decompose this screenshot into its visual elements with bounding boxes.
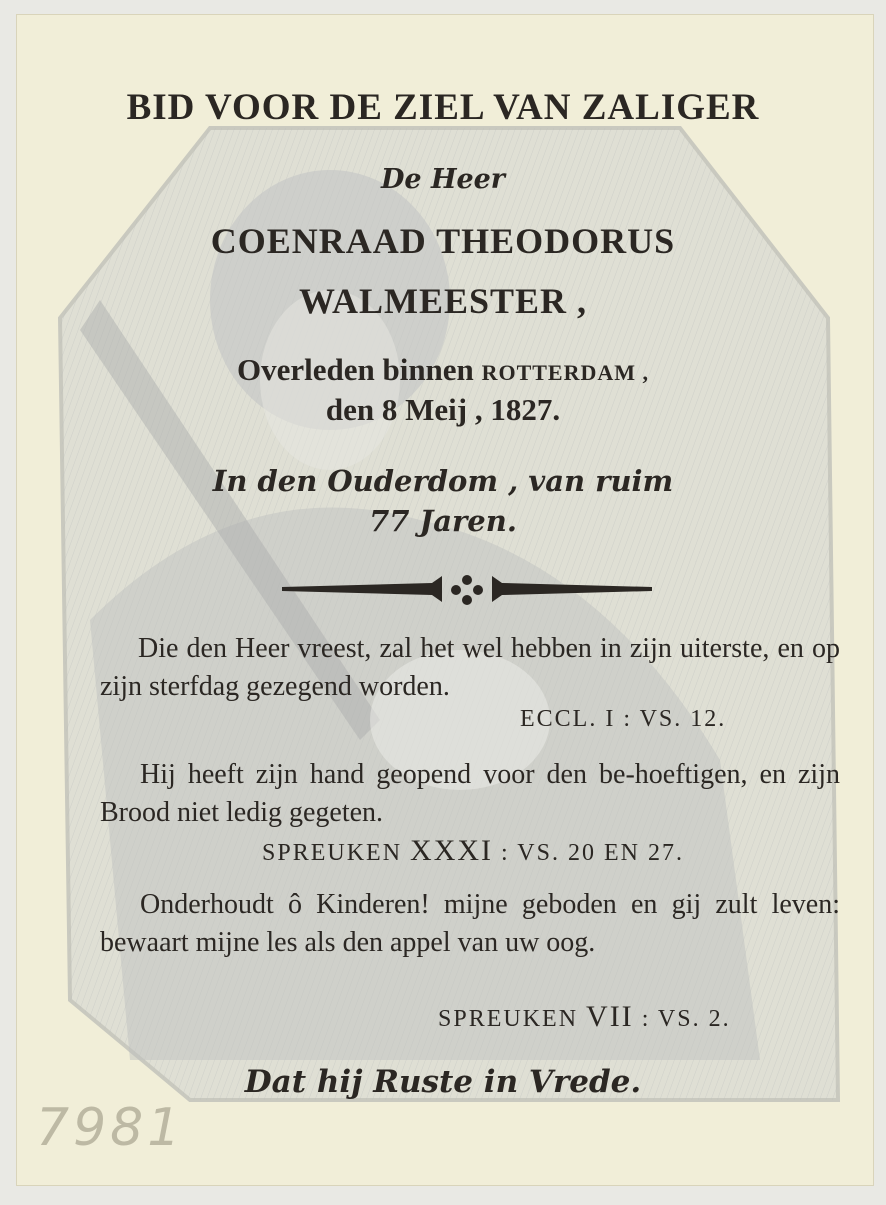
age-line1: In den Ouderdom , van ruim — [212, 464, 674, 498]
verse-3-ref-suffix: : VS. 2. — [633, 1006, 731, 1032]
deceased-name-line1: COENRAAD THEODORUS — [210, 221, 676, 261]
verse-2-ref-suffix: : VS. 20 EN 27. — [493, 840, 684, 866]
ornament-divider — [282, 568, 652, 610]
death-date: den 8 Meij , 1827. — [325, 392, 561, 427]
verse-2-reference — [262, 834, 684, 868]
death-place — [0, 352, 886, 388]
header-title: De Heer — [380, 164, 506, 195]
verse-3-ref-chapter: VII — [586, 1000, 634, 1033]
verse-1-text: Die den Heer vreest, zal het wel hebben in zijn uiterste, en op zijn sterfdag gezegend worden. — [100, 633, 840, 702]
verse-2-ref-prefix: SPREUKEN — [262, 840, 411, 866]
death-place-city: ROTTERDAM , — [481, 360, 650, 385]
verse-2-text: Hij heeft zijn hand geopend voor den be-hoeftigen, en zijn Brood niet ledig gegeten. — [100, 759, 840, 828]
death-place-prefix: Overleden binnen — [236, 352, 482, 387]
verse-1-reference: ECCL. I : VS. 12. — [520, 706, 727, 732]
pencil-inventory-number: 7981 — [36, 1098, 185, 1158]
header-prayer: BID VOOR DE ZIEL VAN ZALIGER — [126, 87, 760, 128]
verse-2-ref-chapter: XXXI — [410, 834, 494, 867]
age-line2: 77 Jaren. — [369, 504, 517, 538]
closing-blessing: Dat hij Ruste in Vrede. — [244, 1064, 642, 1100]
deceased-name-line2: WALMEESTER , — [298, 281, 588, 321]
verse-3-text: Onderhoudt ô Kinderen! mijne geboden en gij zult leven: bewaart mijne les als den appel van uw oog. — [100, 889, 840, 958]
verse-3-ref-prefix: SPREUKEN — [438, 1006, 587, 1032]
verse-3-reference — [438, 1000, 731, 1034]
